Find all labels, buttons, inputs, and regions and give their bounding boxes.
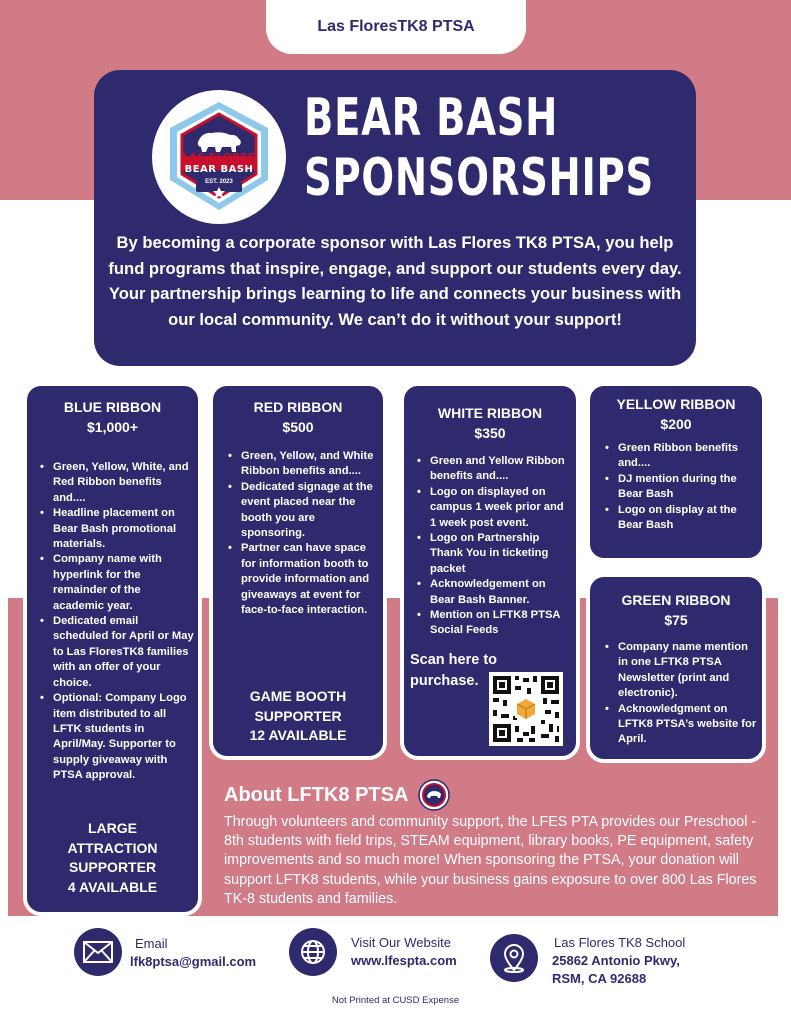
tier-card-blue-ribbon (23, 382, 202, 916)
tier-footer-line: 4 AVAILABLE (67, 878, 158, 895)
tier-price: $75 (664, 612, 688, 628)
logo-line1: LAS FLORES (182, 152, 256, 163)
tier-name: RED RIBBON (253, 399, 343, 415)
benefit-item: • Green Ribbon benefits and.... (602, 441, 758, 472)
tier-footer (213, 687, 383, 746)
ptsa-seal-icon (418, 779, 450, 811)
about-heading (224, 780, 769, 810)
footer-note: Not Printed at CUSD Expense (331, 995, 460, 1006)
tier-name: GREEN RIBBON (621, 592, 731, 608)
tier-footer-line: LARGE (88, 820, 137, 836)
tier-card-green-ribbon (586, 573, 766, 763)
email-label: Email (135, 936, 168, 951)
benefit-item: • Green and Yellow Ribbon benefits and.... (414, 454, 572, 485)
scan-to-purchase (410, 650, 497, 692)
hero-body: By becoming a corporate sponsor with Las Flores TK8 PTSA, you help fund programs that inspire, engage, and support our students every day. Your partnership brings learning to life and connects your business with our local community. We can’t do it without your support! (108, 233, 682, 329)
hero-title (304, 88, 654, 208)
logo-est: EST. 2023 (205, 179, 233, 185)
envelope-icon (74, 928, 122, 976)
benefit-item: • Partner can have space for information booth to provide information and giveaways at event for face-to-face interaction. (225, 541, 379, 618)
scan-line: purchase. (410, 673, 479, 689)
hero-title-line2: SPONSORSHIPS (304, 148, 654, 208)
org-name: Las FloresTK8 PTSA (317, 18, 475, 35)
tier-price: $350 (474, 425, 506, 441)
benefit-item: • Logo on display at the Bear Bash (602, 503, 758, 534)
contact-website[interactable] (289, 928, 457, 976)
org-header-tab (266, 0, 526, 54)
address-text (552, 934, 685, 988)
tier-card-white-ribbon (400, 382, 580, 760)
address-line1: 25862 Antonio Pkwy, (552, 953, 680, 968)
about-title: About LFTK8 PTSA (224, 783, 409, 806)
website-label: Visit Our Website (351, 935, 451, 950)
purchase-qr-code[interactable] (489, 672, 563, 746)
email-text (130, 935, 256, 971)
benefit-item: • Acknowledgement on Bear Bash Banner. (414, 577, 572, 608)
scan-line: Scan here to (410, 652, 498, 668)
tier-benefits (602, 640, 758, 748)
tier-card-red-ribbon (209, 382, 387, 760)
tier-footer-line: ATTRACTION (67, 839, 158, 856)
tier-footer-line: GAME BOOTH (249, 688, 347, 704)
contact-address (490, 928, 685, 988)
benefit-item: • Dedicated email scheduled for April or May to Las FloresTK8 families with an offer of your choice. (37, 614, 194, 691)
about-text: Through volunteers and community support, the LFES PTA provides our Preschool - 8th students with field trips, STEAM equipment, library books, PE equipment, safety improvements and so much more! When sponsoring the PTSA, your donation will support LFTK8 students, while your business gains exposure to over 800 Las Flores TK-8 students and families. (224, 814, 757, 907)
tier-footer-line: SUPPORTER (254, 707, 342, 724)
email-address[interactable]: lfk8ptsa@gmail.com (130, 954, 257, 969)
tier-footer (27, 819, 198, 897)
globe-icon (289, 928, 337, 976)
logo-line2: BEAR BASH (184, 164, 254, 175)
tier-price: $500 (282, 419, 314, 435)
tier-name: WHITE RIBBON (437, 405, 543, 421)
contact-email[interactable] (74, 928, 256, 976)
benefit-item: • Headline placement on Bear Bash promotional materials. (37, 506, 194, 552)
benefit-item: • Company name mention in one LFTK8 PTSA Newsletter (print and electronic). (602, 640, 758, 702)
tier-price: $1,000+ (87, 419, 138, 435)
tier-benefits (225, 449, 379, 618)
qr-code-icon (489, 672, 563, 746)
location-pin-icon (490, 934, 538, 982)
bear-bash-logo (152, 90, 286, 224)
about-section (224, 780, 769, 909)
website-url[interactable]: www.lfespta.com (351, 953, 457, 968)
logo-text-layer (152, 90, 286, 224)
tier-name: BLUE RIBBON (63, 399, 162, 415)
tier-price: $200 (660, 416, 692, 432)
website-text (351, 934, 457, 970)
tier-benefits (414, 454, 572, 639)
benefit-item: • Green, Yellow, White, and Red Ribbon benefits and.... (37, 460, 194, 506)
tier-card-yellow-ribbon (586, 382, 766, 562)
benefit-item: • Optional: Company Logo item distributed to all LFTK students in April/May. Supporter to supply giveaway with PTSA approval. (37, 691, 194, 783)
benefit-item: • Mention on LFTK8 PTSA Social Feeds (414, 608, 572, 639)
tier-benefits (602, 441, 758, 533)
school-name: Las Flores TK8 School (554, 935, 686, 950)
address-line2: RSM, CA 92688 (552, 971, 647, 986)
hero-panel (94, 70, 696, 366)
benefit-item: • Acknowledgment on LFTK8 PTSA’s website for April. (602, 702, 758, 748)
benefit-item: • Green, Yellow, and White Ribbon benefits and.... (225, 449, 379, 480)
benefit-item: • Company name with hyperlink for the remainder of the academic year. (37, 552, 194, 614)
benefit-item: • Logo on displayed on campus 1 week prior and 1 week post event. (414, 485, 572, 531)
benefit-item: • DJ mention during the Bear Bash (602, 472, 758, 503)
tier-footer-line: SUPPORTER (68, 859, 157, 875)
tier-benefits (37, 460, 194, 784)
benefit-item: • Dedicated signage at the event placed near the booth you are sponsoring. (225, 480, 379, 542)
hero-title-line1: BEAR BASH (304, 88, 559, 148)
tier-footer-line: 12 AVAILABLE (249, 727, 347, 743)
tier-name: YELLOW RIBBON (616, 396, 736, 412)
benefit-item: • Logo on Partnership Thank You in ticketing packet (414, 531, 572, 577)
